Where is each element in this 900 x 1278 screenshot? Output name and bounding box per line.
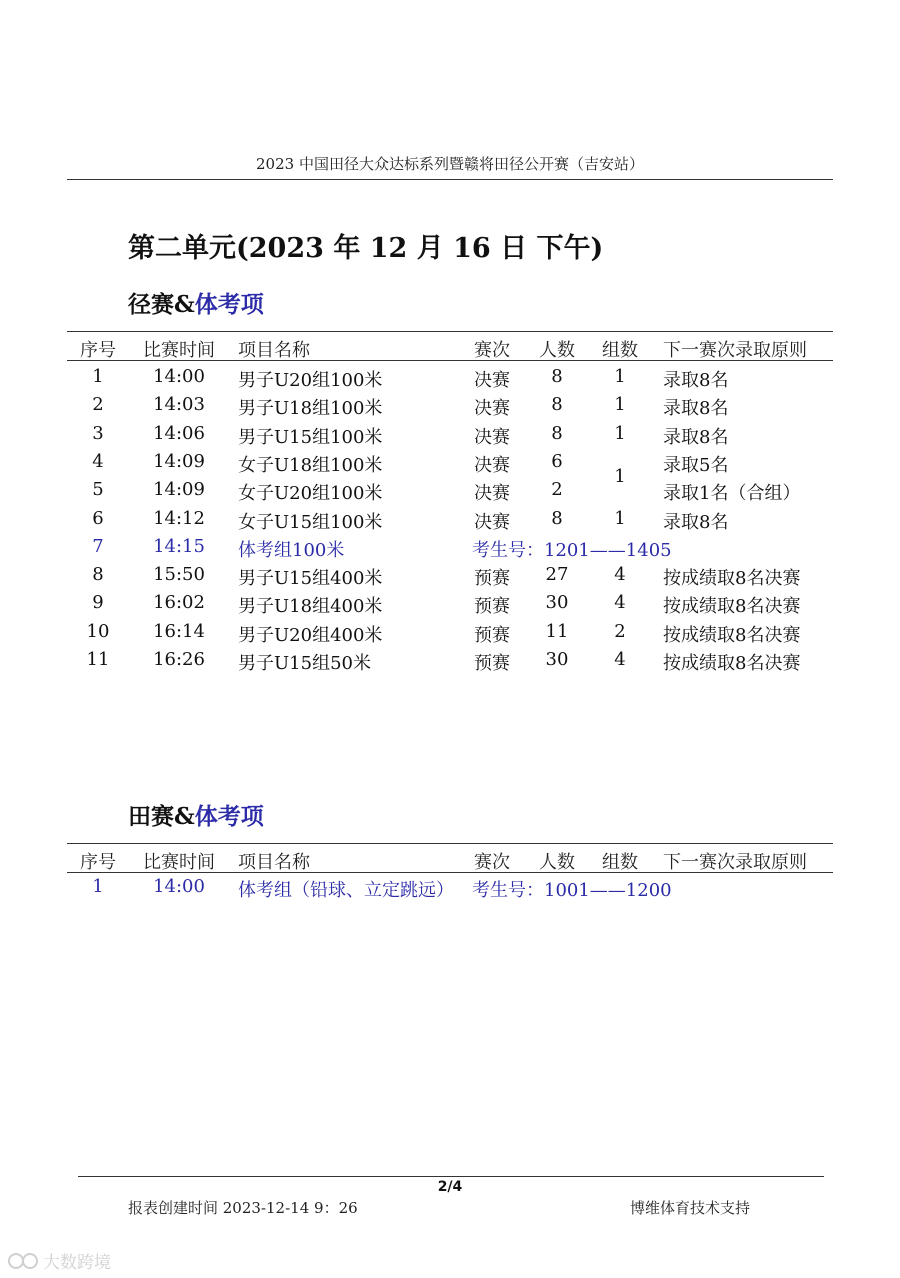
cell-no: 5	[92, 479, 104, 501]
document-header-title: 2023 中国田径大众达标系列暨赣将田径公开赛（吉安站）	[256, 155, 644, 173]
cell-exam-note: 考生号：1201——1405	[472, 539, 672, 561]
cell-round: 预赛	[474, 653, 510, 674]
table-row	[67, 505, 833, 533]
cell-rule: 录取5名	[663, 454, 729, 476]
table-row	[67, 363, 833, 391]
cell-name: 男子U15组400米	[238, 568, 383, 590]
cell-round: 预赛	[474, 568, 510, 590]
cell-no: 11	[86, 649, 110, 670]
cell-time: 14:00	[153, 876, 205, 897]
table-row	[67, 420, 833, 448]
cell-name: 体考组（铅球、立定跳远）	[238, 880, 454, 901]
cell-count: 8	[551, 366, 563, 387]
cell-name: 男子U20组100米	[238, 370, 383, 391]
track-table-header-rule	[67, 360, 833, 361]
cell-round: 决赛	[474, 370, 510, 391]
cell-rule: 按成绩取8名决赛	[663, 653, 801, 674]
col-no: 序号	[80, 340, 116, 361]
cell-groups: 4	[614, 592, 626, 614]
cell-count: 8	[551, 394, 563, 416]
cell-rule: 按成绩取8名决赛	[663, 596, 801, 618]
page-number: 2/4	[437, 1179, 463, 1195]
col-no: 序号	[80, 852, 116, 873]
cell-rule: 按成绩取8名决赛	[663, 624, 801, 646]
table-row	[67, 476, 833, 504]
field-title-blue: 体考项	[194, 803, 264, 830]
cell-groups: 4	[614, 649, 626, 670]
cell-name: 男子U18组400米	[238, 596, 383, 618]
cell-name: 男子U15组100米	[238, 426, 383, 448]
exam-row	[67, 533, 833, 561]
cell-time: 16:02	[153, 592, 205, 614]
cell-no: 2	[92, 394, 104, 416]
cell-count: 11	[545, 620, 569, 642]
cell-time: 16:14	[153, 620, 205, 642]
cell-count: 27	[545, 564, 569, 586]
cell-rule: 录取1名（合组）	[663, 483, 801, 505]
cell-no: 3	[92, 422, 104, 444]
field-section-title	[128, 798, 264, 831]
col-count: 人数	[539, 340, 575, 361]
cell-count: 2	[551, 479, 563, 501]
merged-group-cell: 1	[614, 466, 626, 487]
cell-no: 10	[86, 620, 110, 642]
unit-title: 第二单元(2023 年 12 月 16 日 下午)	[128, 233, 604, 264]
watermark	[8, 1248, 111, 1273]
cell-groups: 1	[614, 422, 626, 444]
cell-time: 14:12	[153, 507, 205, 529]
cell-time: 14:00	[153, 366, 205, 387]
cell-name: 女子U18组100米	[238, 454, 383, 476]
footer-divider	[78, 1176, 824, 1177]
cell-no: 8	[92, 564, 104, 586]
field-table-header	[67, 845, 833, 873]
col-time: 比赛时间	[143, 340, 215, 361]
exam-row	[67, 873, 833, 901]
cell-time: 14:03	[153, 394, 205, 416]
cell-name: 女子U15组100米	[238, 511, 383, 533]
cell-groups: 4	[614, 564, 626, 586]
track-table-header	[67, 333, 833, 361]
cell-time: 14:15	[153, 535, 205, 557]
cell-name: 女子U20组100米	[238, 483, 383, 505]
cell-count: 8	[551, 507, 563, 529]
cell-groups: 1	[614, 394, 626, 416]
cell-no: 6	[92, 507, 104, 529]
cell-round: 决赛	[474, 398, 510, 420]
cell-count: 6	[551, 450, 563, 472]
cell-name: 男子U20组400米	[238, 624, 383, 646]
table-row	[67, 618, 833, 646]
cell-round: 预赛	[474, 596, 510, 618]
cell-rule: 按成绩取8名决赛	[663, 568, 801, 590]
report-created-time: 报表创建时间 2023-12-14 9：26	[128, 1199, 358, 1217]
cell-rule: 录取8名	[663, 426, 729, 448]
cell-round: 决赛	[474, 454, 510, 476]
col-rule: 下一赛次录取原则	[663, 852, 807, 873]
cell-no: 1	[92, 366, 104, 387]
cell-groups: 1	[614, 366, 626, 387]
track-title-black: 径赛&	[128, 291, 195, 318]
cell-name: 体考组100米	[238, 539, 345, 561]
cell-groups: 1	[614, 507, 626, 529]
col-round: 赛次	[474, 340, 510, 361]
watermark-text: 大数跨境	[43, 1253, 111, 1273]
cell-time: 14:09	[153, 479, 205, 501]
cell-no: 7	[92, 535, 104, 557]
cell-time: 14:09	[153, 450, 205, 472]
table-row	[67, 589, 833, 617]
cell-rule: 录取8名	[663, 370, 729, 391]
cell-rule: 录取8名	[663, 398, 729, 420]
cell-no: 1	[92, 876, 104, 897]
col-groups: 组数	[602, 340, 638, 361]
cell-count: 8	[551, 422, 563, 444]
cell-no: 4	[92, 450, 104, 472]
cell-name: 男子U15组50米	[238, 653, 371, 674]
cell-count: 30	[545, 649, 569, 670]
col-round: 赛次	[474, 852, 510, 873]
table-row	[67, 561, 833, 589]
cell-time: 14:06	[153, 422, 205, 444]
table-row	[67, 391, 833, 419]
col-name: 项目名称	[238, 340, 310, 361]
field-table-top-rule	[67, 843, 833, 844]
col-count: 人数	[539, 852, 575, 873]
cell-exam-note: 考生号：1001——1200	[472, 880, 672, 901]
cell-round: 决赛	[474, 426, 510, 448]
col-name: 项目名称	[238, 852, 310, 873]
watermark-logo-icon	[8, 1253, 38, 1269]
cell-groups: 2	[614, 620, 626, 642]
track-title-blue: 体考项	[194, 291, 264, 318]
cell-name: 男子U18组100米	[238, 398, 383, 420]
cell-count: 30	[545, 592, 569, 614]
tech-support-credit: 博维体育技术支持	[630, 1199, 751, 1217]
col-rule: 下一赛次录取原则	[663, 340, 807, 361]
table-row	[67, 646, 833, 674]
header-divider	[67, 179, 833, 180]
col-time: 比赛时间	[143, 852, 215, 873]
field-title-black: 田赛&	[128, 803, 195, 830]
cell-time: 15:50	[153, 564, 205, 586]
track-section-title	[128, 286, 264, 319]
cell-round: 预赛	[474, 624, 510, 646]
table-row	[67, 448, 833, 476]
cell-time: 16:26	[153, 649, 205, 670]
cell-round: 决赛	[474, 483, 510, 505]
track-table-top-rule	[67, 331, 833, 332]
cell-rule: 录取8名	[663, 511, 729, 533]
cell-round: 决赛	[474, 511, 510, 533]
col-groups: 组数	[602, 852, 638, 873]
cell-no: 9	[92, 592, 104, 614]
